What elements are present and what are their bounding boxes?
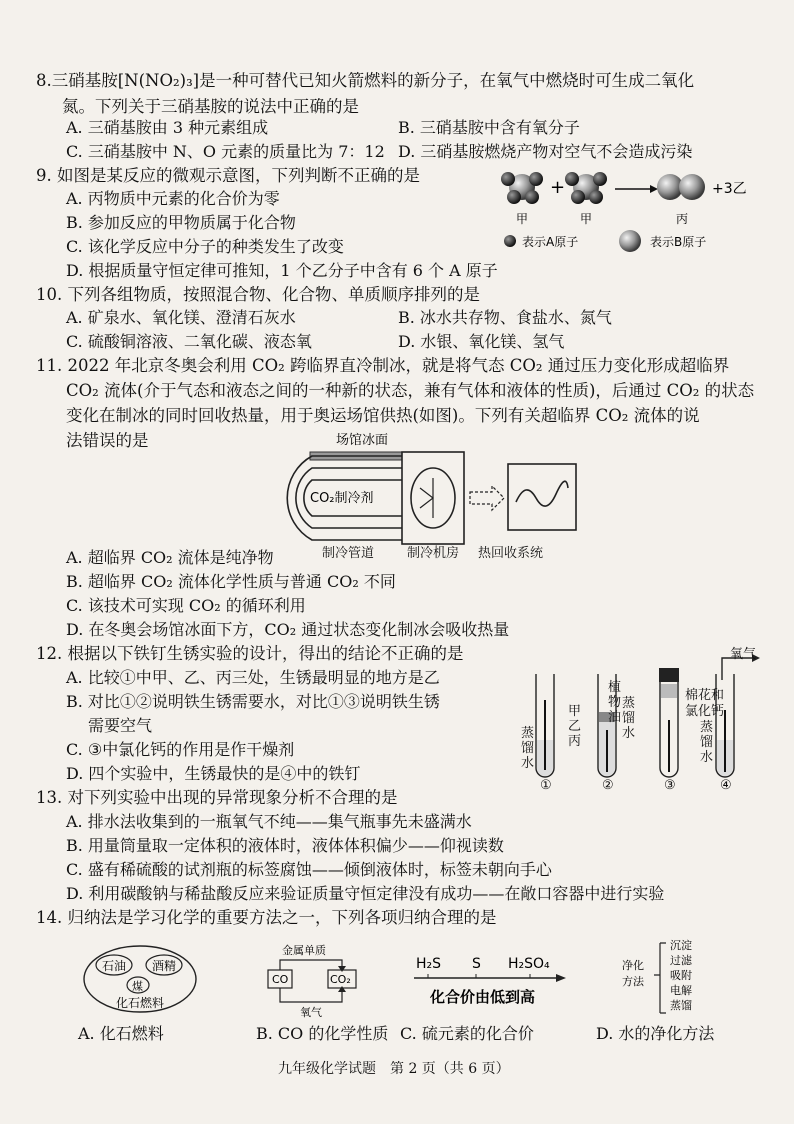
- legend-a-atom: [504, 235, 516, 247]
- label-jia-2: 甲: [580, 212, 593, 226]
- q14-a-caption: A. 化石燃料: [78, 1024, 164, 1043]
- top-link: [280, 960, 342, 970]
- q9-stem: 9. 如图是某反应的微观示意图，下列判断不正确的是: [36, 166, 420, 185]
- label-valence-direction: 化合价由低到高: [430, 988, 536, 1006]
- label-dw-2: 馏: [622, 711, 636, 726]
- molecule-bing: [657, 174, 705, 200]
- q12-option-c: C. ③中氯化钙的作用是作干燥剂: [66, 740, 295, 759]
- label-co2: CO₂: [330, 973, 351, 986]
- q14-b-diagram: [262, 940, 362, 1020]
- q14-stem: 14. 归纳法是学习化学的重要方法之一，下列各项归纳合理的是: [36, 908, 497, 927]
- label-left-distilled-water: [521, 726, 534, 771]
- legend-b-atom: [619, 230, 641, 252]
- label-purify-2: 方法: [622, 975, 644, 988]
- legend-a-label: 表示A原子: [522, 235, 579, 249]
- q11-ice-making-diagram: [250, 428, 590, 558]
- q11-option-c: C. 该技术可实现 CO₂ 的循环利用: [66, 596, 306, 615]
- q13-option-b: B. 用量筒量取一定体积的液体时，液体体积偏少——仰视读数: [66, 836, 504, 855]
- label-ice-surface: 场馆冰面: [336, 433, 389, 448]
- label-h2s: H₂S: [416, 956, 442, 972]
- q13-option-c: C. 盛有稀硫酸的试剂瓶的标签腐蚀——倾倒液体时，标签未朝向手心: [66, 860, 552, 879]
- top-arrowhead: [338, 966, 346, 972]
- label-lw-1: 蒸: [521, 726, 535, 741]
- label-coal: 煤: [132, 980, 143, 993]
- method-2: 过滤: [670, 954, 692, 967]
- label-heat-recovery: 热回收系统: [478, 546, 544, 561]
- label-co: CO: [272, 973, 289, 986]
- bottom-arrowhead: [338, 986, 346, 992]
- q11-option-b: B. 超临界 CO₂ 流体化学性质与普通 CO₂ 不同: [66, 572, 396, 591]
- q11-option-a: A. 超临界 CO₂ 流体是纯净物: [66, 548, 274, 567]
- label-position-jia: 甲: [568, 704, 582, 719]
- tube-3-cotton: [661, 684, 677, 698]
- label-position-bing: 丙: [568, 734, 582, 749]
- q9-option-a: A. 丙物质中元素的化合价为零: [66, 189, 280, 208]
- label-h2so4: H₂SO₄: [508, 956, 550, 972]
- compressor-blades: [420, 478, 433, 518]
- label-lw-3: 水: [521, 756, 535, 771]
- label-pipe: 制冷管道: [322, 546, 375, 561]
- bottom-link: [280, 988, 342, 1002]
- label-metal: 金属单质: [282, 944, 326, 957]
- page-footer: 九年级化学试题 第 2 页（共 6 页）: [278, 1061, 510, 1077]
- label-fossil: 化石燃料: [116, 996, 165, 1010]
- label-oil-distilled-water: [622, 696, 635, 741]
- label-o2: 氧气: [300, 1006, 322, 1019]
- q8-option-c: C. 三硝基胺中 N、O 元素的质量比为 7：12: [66, 142, 385, 161]
- q14-c-diagram: [410, 950, 570, 1014]
- heat-transfer-arrow: [470, 486, 504, 510]
- heat-wave: [516, 481, 568, 506]
- method-5: 蒸馏: [670, 999, 692, 1012]
- tube-4-number: ④: [720, 778, 732, 793]
- q10-option-a: A. 矿泉水、氧化镁、澄清石灰水: [66, 308, 296, 327]
- q12-option-b-line1: B. 对比①②说明铁生锈需要水，对比①③说明铁生锈: [66, 692, 440, 711]
- molecule-jia-1: [501, 172, 543, 204]
- q12-option-b-line2: 需要空气: [88, 716, 153, 735]
- molecule-jia-2: [565, 172, 607, 204]
- label-position-yi: 乙: [568, 719, 582, 734]
- method-3: 吸附: [670, 969, 692, 982]
- q14-c-caption: C. 硫元素的化合价: [400, 1024, 534, 1043]
- plus-sign: +: [550, 177, 566, 198]
- q9-option-c: C. 该化学反应中分子的种类发生了改变: [66, 237, 344, 256]
- q13-option-a: A. 排水法收集到的一瓶氧气不纯——集气瓶事先未盛满水: [66, 812, 472, 831]
- label-oil-1: 植: [608, 680, 622, 695]
- label-dw-3: 水: [622, 726, 636, 741]
- label-right-distilled-water: [700, 720, 713, 765]
- q11-option-d: D. 在冬奥会场馆冰面下方，CO₂ 通过状态变化制冰会吸收热量: [66, 620, 510, 639]
- label-oxygen: 氧气: [730, 647, 757, 662]
- q13-stem: 13. 对下列实验中出现的异常现象分析不合理的是: [36, 788, 398, 807]
- q8-option-b: B. 三硝基胺中含有氧分子: [398, 118, 580, 137]
- label-rw-1: 蒸: [700, 720, 714, 735]
- q12-option-d: D. 四个实验中，生锈最快的是④中的铁钉: [66, 764, 361, 783]
- q11-stem-line1: 11. 2022 年北京冬奥会利用 CO₂ 跨临界直冷制冰，就是将气态 CO₂ 通过压力变化形成超临界: [36, 356, 730, 375]
- label-co2-refrigerant: CO₂制冷剂: [310, 491, 374, 506]
- legend-b-label: 表示B原子: [650, 235, 707, 249]
- tube-2-number: ②: [602, 778, 614, 793]
- q10-option-c: C. 硫酸铜溶液、二氧化碳、液态氧: [66, 332, 312, 351]
- q8-option-a: A. 三硝基胺由 3 种元素组成: [66, 118, 269, 137]
- q9-reaction-diagram: [490, 165, 780, 255]
- q14-d-diagram: [620, 935, 740, 1023]
- label-jia-1: 甲: [516, 212, 529, 226]
- label-oil: [608, 680, 621, 725]
- label-cacl2: 氯化钙: [685, 704, 725, 719]
- label-oil: 石油: [102, 959, 127, 973]
- q9-option-d: D. 根据质量守恒定律可推知，1 个乙分子中含有 6 个 A 原子: [66, 261, 498, 280]
- q12-option-a: A. 比较①中甲、乙、丙三处，生锈最明显的地方是乙: [66, 668, 440, 687]
- q8-stem-line2: 氮。下列关于三硝基胺的说法中正确的是: [62, 97, 359, 116]
- q8-option-d: D. 三硝基胺燃烧产物对空气不会造成污染: [398, 142, 693, 161]
- q10-stem: 10. 下列各组物质，按照混合物、化合物、单质顺序排列的是: [36, 285, 480, 304]
- valence-arrowhead: [556, 974, 566, 982]
- q14-d-caption: D. 水的净化方法: [596, 1024, 715, 1043]
- q14-a-diagram: [80, 943, 200, 1015]
- label-purify-1: 净化: [622, 959, 644, 972]
- q10-option-d: D. 水银、氧化镁、氢气: [398, 332, 565, 351]
- q11-stem-line4: 法错误的是: [66, 431, 149, 450]
- purify-brace: [654, 943, 666, 1013]
- tube-3-number: ③: [664, 778, 676, 793]
- label-rw-2: 馏: [700, 735, 714, 750]
- q8-stem-line1: 8.三硝基胺[N(NO₂)₃]是一种可替代已知火箭燃料的新分子，在氧气中燃烧时可生成二氧化: [36, 71, 695, 90]
- method-1: 沉淀: [670, 939, 692, 952]
- label-oil-3: 油: [608, 710, 622, 725]
- label-machine-room: 制冷机房: [407, 546, 460, 561]
- q11-stem-line3: 变化在制冰的同时回收热量，用于奥运场馆供热(如图)。下列有关超临界 CO₂ 流体的说: [66, 406, 700, 425]
- q9-option-b: B. 参加反应的甲物质属于化合物: [66, 213, 296, 232]
- product-yi: +3乙: [712, 181, 747, 197]
- q12-stem: 12. 根据以下铁钉生锈实验的设计，得出的结论不正确的是: [36, 644, 464, 663]
- label-dw-1: 蒸: [622, 696, 636, 711]
- label-alcohol: 酒精: [152, 959, 177, 973]
- q14-b-caption: B. CO 的化学性质: [256, 1024, 389, 1043]
- q10-option-b: B. 冰水共存物、食盐水、氮气: [398, 308, 612, 327]
- q13-option-d: D. 利用碳酸钠与稀盐酸反应来验证质量守恒定律没有成功——在敞口容器中进行实验: [66, 884, 665, 903]
- q12-rust-experiment: [516, 640, 778, 798]
- reaction-arrowhead: [650, 185, 658, 193]
- label-oil-2: 物: [608, 695, 622, 710]
- label-bing: 丙: [676, 212, 689, 226]
- label-rw-3: 水: [700, 750, 714, 765]
- tube-1-number: ①: [540, 778, 552, 793]
- label-s: S: [472, 956, 481, 972]
- label-positions: [568, 704, 581, 749]
- method-4: 电解: [670, 984, 692, 997]
- label-lw-2: 馏: [521, 741, 535, 756]
- tube-3-stopper: [659, 668, 679, 682]
- q11-stem-line2: CO₂ 流体(介于气态和液态之间的一种新的状态，兼有气体和液体的性质)，后通过 CO₂ 的状态: [66, 381, 755, 400]
- label-cotton: 棉花和: [685, 688, 725, 703]
